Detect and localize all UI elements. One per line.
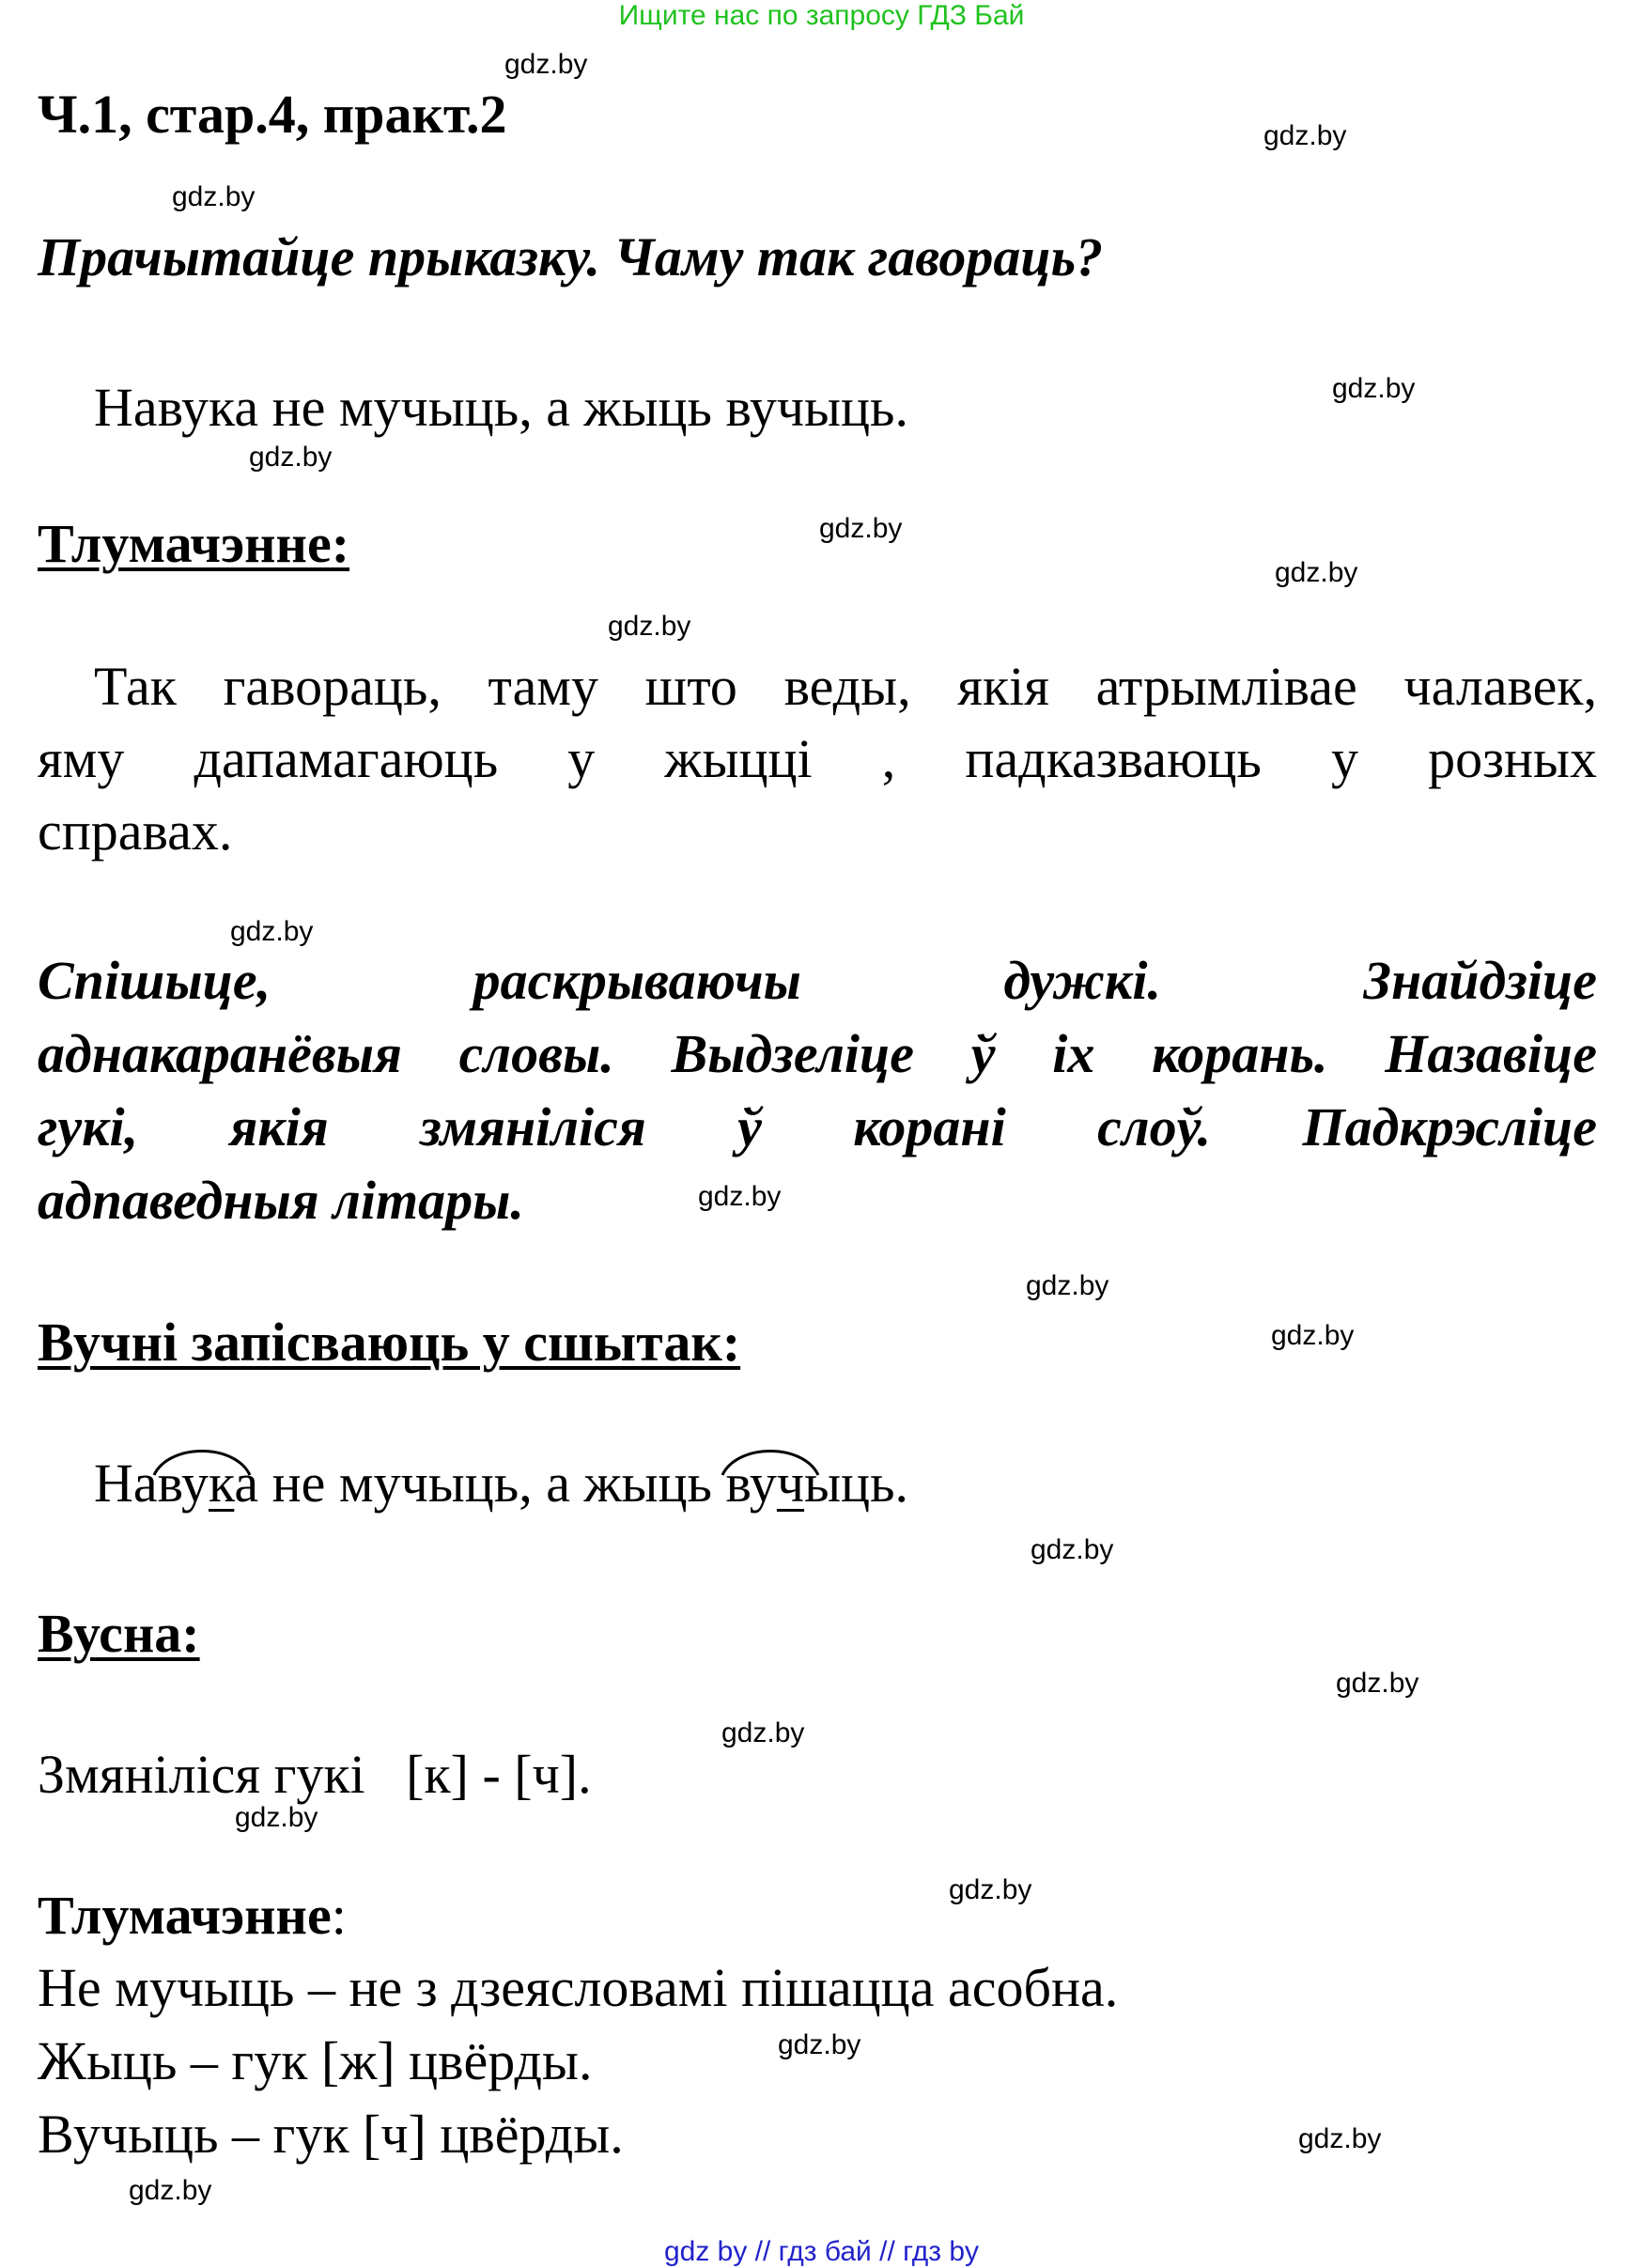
note-line: Не мучыць – не з дзеясловамі пішацца асобна.	[38, 1957, 1119, 2018]
footer-watermark: gdz by // гдз бай // гдз by	[663, 2236, 980, 2267]
root-letters: ву	[157, 1452, 209, 1514]
watermark: gdz.by	[1275, 557, 1358, 588]
watermark: gdz.by	[949, 1874, 1032, 1905]
word-part: ыць.	[804, 1452, 909, 1514]
underlined-letter: к	[209, 1452, 235, 1514]
note-line: Жыць – гук [ж] цвёрды.	[38, 2030, 593, 2091]
watermark: gdz.by	[1271, 1320, 1355, 1351]
watermark: gdz.by	[1026, 1270, 1109, 1301]
written-sentence	[94, 1452, 908, 1515]
explanation-line: яму дапамагаюць у жыцці , падказваюць у розных	[38, 728, 1597, 789]
word-part: На	[94, 1452, 158, 1514]
explanation-line: справах.	[38, 800, 233, 862]
watermark: gdz.by	[608, 611, 691, 642]
task-line: гукі, якія змяніліся ў корані слоў. Падкрэсліце	[38, 1096, 1597, 1157]
task-line: адпаведныя літары.	[38, 1170, 524, 1231]
root-2	[726, 1452, 805, 1514]
watermark: gdz.by	[698, 1181, 782, 1212]
watermark: gdz.by	[819, 513, 903, 544]
watermark: gdz.by	[1336, 1668, 1419, 1699]
underlined-letter: ч	[776, 1452, 805, 1514]
explanation2-heading	[38, 1884, 347, 1947]
task-instruction-1: Прачытайце прыказку. Чаму так гавораць?	[38, 226, 1104, 287]
watermark: gdz.by	[778, 2029, 861, 2060]
page-title: Ч.1, стар.4, практ.2	[38, 84, 507, 145]
watermark: gdz.by	[249, 442, 333, 473]
explanation-paragraph	[38, 650, 1597, 867]
proverb-text: Навука не мучыць, а жыць вучыць.	[94, 377, 908, 438]
note-line: Вучыць – гук [ч] цвёрды.	[38, 2104, 624, 2165]
explanation-heading: Тлумачэнне:	[38, 513, 350, 574]
task-line: Спішыце, раскрываючы дужкі. Знайдзіце	[38, 950, 1597, 1011]
root-arc	[719, 1441, 822, 1479]
explanation2-label: Тлумачэнне	[38, 1885, 332, 1946]
explanation2-colon: :	[331, 1885, 347, 1946]
watermark: gdz.by	[1263, 120, 1347, 151]
task-line: аднакаранёвыя словы. Выдзеліце ў іх корань. Назавіце	[38, 1023, 1597, 1084]
watermark: gdz.by	[1332, 373, 1416, 404]
watermark: gdz.by	[172, 181, 256, 212]
watermark: gdz.by	[230, 916, 314, 947]
watermark: gdz.by	[235, 1802, 318, 1833]
root-1	[158, 1452, 235, 1514]
word-part: а не мучыць, а жыць	[234, 1452, 726, 1514]
oral-heading: Вусна:	[38, 1603, 200, 1664]
sounds-changed: Змяніліся гукі [к] - [ч].	[38, 1744, 592, 1805]
task-instruction-2	[38, 944, 1597, 1237]
root-arc	[150, 1441, 254, 1479]
explanation-line: Так гавораць, таму што веды, якія атрымлівае чалавек,	[94, 656, 1597, 717]
watermark: gdz.by	[129, 2175, 212, 2206]
watermark: gdz.by	[721, 1717, 805, 1748]
watermark: gdz.by	[1298, 2123, 1382, 2154]
watermark: gdz.by	[504, 49, 588, 80]
root-letters: ву	[725, 1452, 777, 1514]
notebook-heading: Вучні запісваюць у сшытак:	[38, 1312, 741, 1373]
top-banner: Ищите нас по запросу ГДЗ Бай	[618, 0, 1025, 31]
watermark: gdz.by	[1031, 1534, 1114, 1565]
